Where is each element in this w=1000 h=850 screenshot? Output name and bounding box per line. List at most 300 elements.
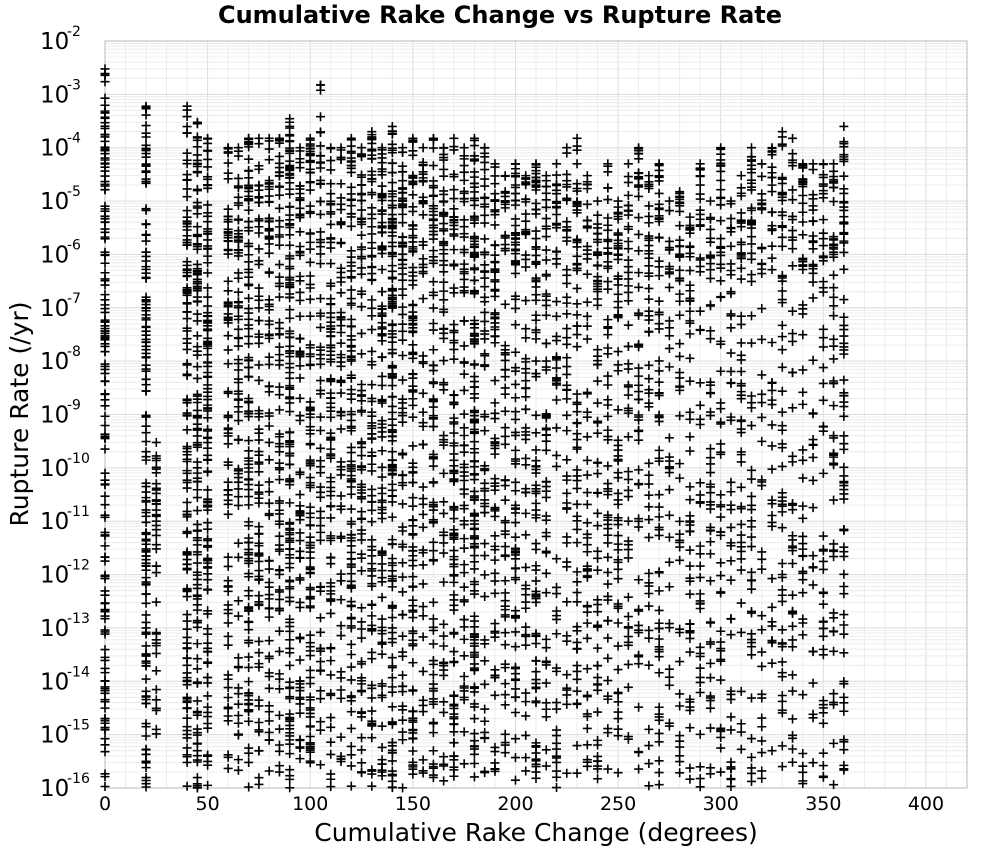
data-point xyxy=(644,661,653,670)
data-point xyxy=(449,284,458,293)
data-point xyxy=(460,386,469,395)
data-point xyxy=(234,719,243,728)
data-point xyxy=(757,722,766,731)
data-point xyxy=(480,293,489,302)
data-point xyxy=(347,624,356,633)
data-point xyxy=(316,197,325,206)
data-point xyxy=(788,329,797,338)
data-point xyxy=(224,286,233,295)
data-point xyxy=(634,436,643,445)
data-point xyxy=(357,451,366,460)
data-point xyxy=(603,568,612,577)
data-point xyxy=(521,251,530,260)
data-point xyxy=(532,411,541,420)
data-point xyxy=(388,756,397,765)
data-point xyxy=(716,558,725,567)
data-point xyxy=(480,592,489,601)
data-point xyxy=(408,686,417,695)
data-point xyxy=(655,308,664,317)
data-point xyxy=(552,698,561,707)
data-point xyxy=(357,263,366,272)
data-point xyxy=(644,361,653,370)
data-point xyxy=(511,533,520,542)
data-point xyxy=(490,577,499,586)
data-point xyxy=(254,459,263,468)
data-point xyxy=(685,377,694,386)
data-point xyxy=(347,782,356,791)
data-point xyxy=(367,517,376,526)
data-point xyxy=(367,295,376,304)
data-point xyxy=(388,539,397,548)
data-point xyxy=(583,691,592,700)
data-point xyxy=(378,722,387,731)
data-point xyxy=(347,490,356,499)
data-point xyxy=(726,378,735,387)
data-point xyxy=(706,197,715,206)
data-point xyxy=(685,213,694,222)
data-point xyxy=(449,185,458,194)
data-point xyxy=(388,702,397,711)
data-point xyxy=(737,351,746,360)
data-point xyxy=(306,178,315,187)
data-point xyxy=(716,276,725,285)
data-point xyxy=(501,690,510,699)
data-point xyxy=(183,549,192,558)
data-point xyxy=(254,566,263,575)
data-point xyxy=(542,569,551,578)
data-point xyxy=(747,763,756,772)
data-point xyxy=(326,165,335,174)
data-point xyxy=(614,489,623,498)
data-point xyxy=(665,681,674,690)
data-point xyxy=(778,188,787,197)
data-point xyxy=(337,179,346,188)
data-point xyxy=(603,349,612,358)
data-point xyxy=(101,697,110,706)
data-point xyxy=(316,350,325,359)
data-point xyxy=(203,229,212,238)
data-point xyxy=(347,613,356,622)
data-point xyxy=(357,329,366,338)
data-point xyxy=(706,389,715,398)
data-point xyxy=(347,195,356,204)
data-point xyxy=(726,725,735,734)
data-point xyxy=(378,143,387,152)
data-point xyxy=(254,436,263,445)
data-point xyxy=(511,189,520,198)
data-point xyxy=(706,537,715,546)
data-point xyxy=(532,561,541,570)
data-point xyxy=(357,245,366,254)
data-point xyxy=(326,644,335,653)
data-point xyxy=(295,709,304,718)
data-point xyxy=(337,143,346,152)
data-point xyxy=(655,668,664,677)
data-point xyxy=(747,232,756,241)
data-point xyxy=(532,243,541,252)
data-point xyxy=(685,286,694,295)
data-point xyxy=(429,422,438,431)
data-point xyxy=(326,553,335,562)
data-point xyxy=(429,719,438,728)
data-point xyxy=(798,474,807,483)
data-point xyxy=(511,564,520,573)
data-point xyxy=(768,617,777,626)
data-point xyxy=(429,192,438,201)
data-point xyxy=(490,589,499,598)
data-point xyxy=(337,339,346,348)
data-point xyxy=(747,650,756,659)
data-point xyxy=(193,150,202,159)
data-point xyxy=(501,171,510,180)
data-point xyxy=(778,426,787,435)
data-point xyxy=(449,204,458,213)
data-point xyxy=(521,731,530,740)
data-point xyxy=(644,295,653,304)
data-point xyxy=(275,222,284,231)
data-point xyxy=(388,613,397,622)
data-point xyxy=(388,349,397,358)
data-point xyxy=(142,731,151,740)
data-point xyxy=(644,502,653,511)
data-point xyxy=(306,651,315,660)
data-point xyxy=(583,740,592,749)
data-point xyxy=(768,386,777,395)
data-point xyxy=(624,553,633,562)
data-point xyxy=(532,311,541,320)
data-point xyxy=(788,195,797,204)
data-point xyxy=(562,143,571,152)
data-point xyxy=(552,745,561,754)
data-point xyxy=(737,367,746,376)
data-point xyxy=(696,195,705,204)
data-point xyxy=(429,746,438,755)
data-point xyxy=(532,539,541,548)
data-point xyxy=(552,336,561,345)
data-point xyxy=(378,514,387,523)
data-point xyxy=(501,542,510,551)
data-point xyxy=(265,767,274,776)
data-point xyxy=(778,233,787,242)
data-point xyxy=(644,471,653,480)
data-point xyxy=(388,178,397,187)
data-point xyxy=(706,618,715,627)
data-point xyxy=(285,524,294,533)
data-point xyxy=(326,299,335,308)
data-point xyxy=(470,714,479,723)
data-point xyxy=(337,278,346,287)
data-point xyxy=(685,432,694,441)
data-point xyxy=(552,731,561,740)
data-point xyxy=(778,762,787,771)
data-point xyxy=(562,217,571,226)
data-point xyxy=(347,385,356,394)
data-point xyxy=(573,330,582,339)
data-point xyxy=(562,299,571,308)
data-point xyxy=(357,181,366,190)
data-point xyxy=(388,663,397,672)
data-point xyxy=(490,556,499,565)
data-point xyxy=(655,768,664,777)
data-point xyxy=(285,661,294,670)
data-point xyxy=(603,634,612,643)
data-point xyxy=(685,764,694,773)
data-point xyxy=(706,505,715,514)
data-point xyxy=(408,770,417,779)
data-point xyxy=(254,303,263,312)
data-point xyxy=(326,491,335,500)
data-point xyxy=(726,556,735,565)
data-point xyxy=(183,633,192,642)
data-point xyxy=(224,413,233,422)
data-point xyxy=(203,485,212,494)
data-point xyxy=(224,703,233,712)
data-point xyxy=(614,619,623,628)
data-point xyxy=(603,538,612,547)
data-point xyxy=(696,678,705,687)
data-point xyxy=(460,534,469,543)
data-point xyxy=(378,639,387,648)
data-point xyxy=(747,568,756,577)
data-point xyxy=(716,367,725,376)
data-point xyxy=(306,209,315,218)
data-point xyxy=(726,287,735,296)
data-point xyxy=(480,570,489,579)
data-point xyxy=(573,266,582,275)
data-point xyxy=(788,591,797,600)
data-point xyxy=(378,593,387,602)
data-point xyxy=(193,781,202,790)
data-point xyxy=(542,270,551,279)
data-point xyxy=(265,455,274,464)
data-point xyxy=(449,336,458,345)
data-point xyxy=(275,191,284,200)
data-point xyxy=(532,639,541,648)
data-point xyxy=(203,438,212,447)
data-point xyxy=(429,614,438,623)
data-point xyxy=(593,774,602,783)
data-point xyxy=(357,566,366,575)
data-point xyxy=(285,449,294,458)
data-point xyxy=(367,325,376,334)
data-point xyxy=(716,243,725,252)
data-point xyxy=(306,473,315,482)
data-point xyxy=(193,406,202,415)
data-point xyxy=(275,260,284,269)
data-point xyxy=(398,218,407,227)
data-point xyxy=(306,440,315,449)
data-point xyxy=(501,700,510,709)
data-point xyxy=(193,616,202,625)
data-point xyxy=(439,578,448,587)
data-point xyxy=(562,538,571,547)
data-point xyxy=(696,325,705,334)
data-point xyxy=(747,609,756,618)
data-point xyxy=(295,374,304,383)
data-point xyxy=(583,634,592,643)
data-point xyxy=(306,272,315,281)
data-point xyxy=(224,587,233,596)
data-point xyxy=(480,248,489,257)
data-point xyxy=(778,559,787,568)
data-point xyxy=(655,233,664,242)
data-point xyxy=(142,675,151,684)
data-point xyxy=(193,297,202,306)
data-point xyxy=(388,122,397,131)
data-point xyxy=(203,217,212,226)
data-point xyxy=(429,319,438,328)
data-point xyxy=(747,339,756,348)
data-point xyxy=(378,473,387,482)
data-point xyxy=(460,615,469,624)
data-point xyxy=(665,433,674,442)
data-point xyxy=(193,331,202,340)
data-point xyxy=(614,405,623,414)
data-point xyxy=(655,172,664,181)
data-point xyxy=(254,637,263,646)
data-point xyxy=(439,760,448,769)
data-point xyxy=(285,264,294,273)
data-point xyxy=(285,597,294,606)
data-point xyxy=(490,450,499,459)
data-point xyxy=(737,719,746,728)
data-point xyxy=(265,269,274,278)
data-point xyxy=(408,493,417,502)
data-point xyxy=(316,112,325,121)
data-point xyxy=(583,547,592,556)
data-point xyxy=(244,363,253,372)
data-point xyxy=(142,179,151,188)
data-point xyxy=(562,700,571,709)
data-point xyxy=(224,693,233,702)
data-point xyxy=(768,659,777,668)
data-point xyxy=(429,598,438,607)
data-point xyxy=(798,191,807,200)
data-point xyxy=(778,691,787,700)
data-point xyxy=(254,481,263,490)
data-point xyxy=(224,359,233,368)
data-point xyxy=(470,394,479,403)
data-point xyxy=(357,634,366,643)
data-point xyxy=(490,486,499,495)
data-point xyxy=(768,746,777,755)
data-point xyxy=(603,401,612,410)
data-point xyxy=(337,288,346,297)
data-point xyxy=(367,559,376,568)
data-point xyxy=(285,241,294,250)
data-point xyxy=(603,277,612,286)
data-point xyxy=(532,296,541,305)
data-point xyxy=(757,774,766,783)
data-point xyxy=(142,518,151,527)
data-point xyxy=(244,273,253,282)
data-point xyxy=(224,553,233,562)
data-point xyxy=(480,143,489,152)
data-point xyxy=(183,175,192,184)
data-point xyxy=(757,243,766,252)
data-point xyxy=(788,505,797,514)
data-point xyxy=(326,750,335,759)
data-point xyxy=(562,769,571,778)
data-point xyxy=(275,684,284,693)
data-point xyxy=(429,378,438,387)
data-point xyxy=(367,408,376,417)
data-point xyxy=(521,405,530,414)
data-point xyxy=(501,496,510,505)
data-point xyxy=(306,134,315,143)
data-point xyxy=(624,178,633,187)
data-point xyxy=(788,758,797,767)
data-point xyxy=(193,230,202,239)
data-point xyxy=(644,741,653,750)
data-point xyxy=(152,438,161,447)
data-point xyxy=(768,254,777,263)
data-point xyxy=(337,313,346,322)
data-point xyxy=(696,762,705,771)
data-point xyxy=(716,419,725,428)
data-point xyxy=(275,405,284,414)
data-point xyxy=(326,689,335,698)
data-point xyxy=(603,580,612,589)
data-point xyxy=(490,171,499,180)
data-point xyxy=(254,773,263,782)
data-point xyxy=(275,741,284,750)
data-point xyxy=(757,437,766,446)
data-point xyxy=(778,668,787,677)
data-point xyxy=(562,426,571,435)
data-point xyxy=(183,442,192,451)
data-point xyxy=(398,176,407,185)
data-point xyxy=(429,304,438,313)
data-point xyxy=(778,345,787,354)
data-point xyxy=(224,510,233,519)
data-point xyxy=(234,193,243,202)
data-point xyxy=(203,719,212,728)
data-point xyxy=(101,316,110,325)
data-point xyxy=(285,314,294,323)
data-point xyxy=(439,509,448,518)
data-point xyxy=(347,675,356,684)
data-point xyxy=(614,574,623,583)
data-point xyxy=(778,286,787,295)
data-point xyxy=(193,118,202,127)
data-point xyxy=(655,512,664,521)
data-point xyxy=(224,562,233,571)
data-point xyxy=(203,703,212,712)
data-point xyxy=(367,304,376,313)
data-point xyxy=(429,246,438,255)
data-point xyxy=(511,753,520,762)
data-point xyxy=(419,611,428,620)
data-point xyxy=(203,134,212,143)
data-point xyxy=(429,345,438,354)
data-point xyxy=(193,606,202,615)
data-point xyxy=(367,485,376,494)
data-point xyxy=(593,607,602,616)
data-point xyxy=(562,279,571,288)
data-point xyxy=(244,372,253,381)
data-point xyxy=(685,546,694,555)
data-point xyxy=(378,566,387,575)
data-point xyxy=(295,163,304,172)
data-point xyxy=(675,251,684,260)
data-point xyxy=(634,192,643,201)
data-point xyxy=(101,725,110,734)
data-point xyxy=(306,238,315,247)
data-point xyxy=(614,768,623,777)
data-point xyxy=(275,496,284,505)
data-point xyxy=(737,264,746,273)
